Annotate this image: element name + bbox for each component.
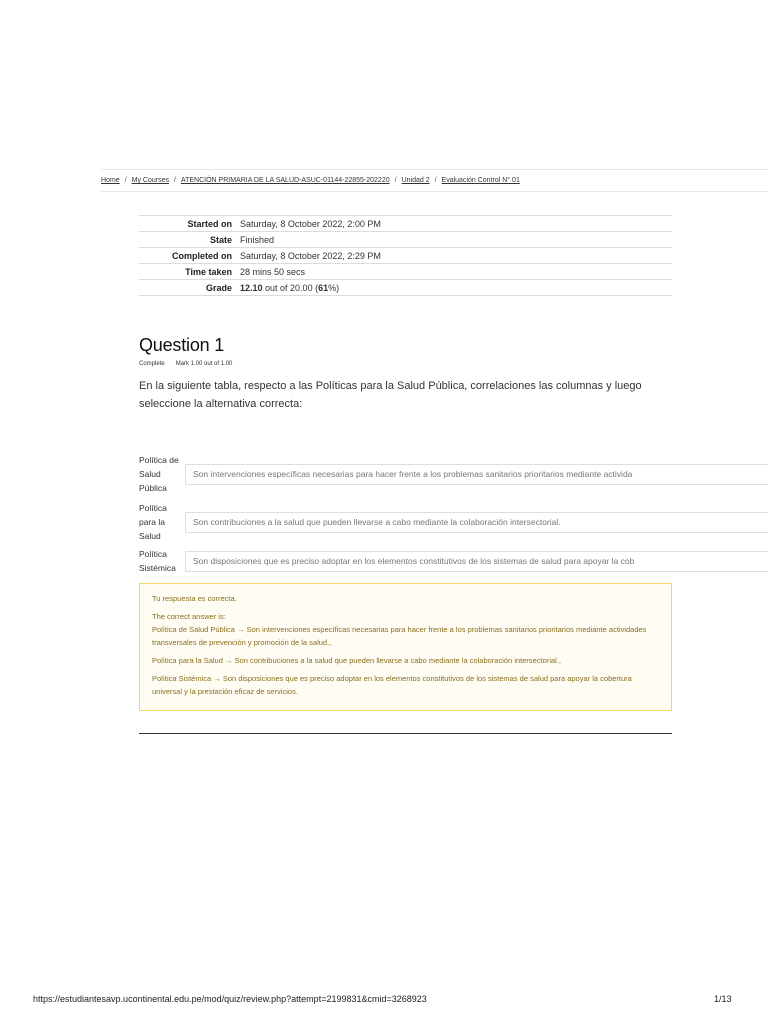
question-status: Complete [139,361,165,367]
summary-value: Finished [236,232,672,248]
match-label: Política Sistémica [139,549,176,573]
summary-label: Time taken [139,264,236,280]
feedback-result: Tu respuesta es correcta. [152,594,237,603]
match-row [139,501,768,543]
summary-row [139,232,672,248]
question-info [139,361,232,367]
breadcrumb-unit-link[interactable]: Unidad 2 [401,177,430,184]
match-select[interactable]: Son contribuciones a la salud que pueden llevarse a cabo mediante la colaboración intersectorial. [185,512,768,533]
match-label: Política para la Salud [139,503,167,541]
grade-suffix: %) [328,282,340,293]
summary-row [139,264,672,280]
grade-label: Grade [139,280,236,296]
grade-score: 12.10 [240,282,263,293]
match-row [139,547,768,575]
breadcrumb-quiz-link[interactable]: Evaluación Control N° 01 [441,177,520,184]
feedback-box [139,583,672,711]
feedback-answer: Política Sistémica → Son disposiciones que es preciso adoptar en los elementos constitutivos de los sistemas de salud para apoyar la cobertura universal y la prestación eficaz de servicios. [152,674,632,696]
print-footer-page-number: 1/13 [714,994,732,1004]
breadcrumb-course-link[interactable]: ATENCIÓN PRIMARIA DE LA SALUD-ASUC-01144-22855-202220 [180,177,390,184]
breadcrumb-separator: / [173,177,176,184]
grade-out-of: out of 20.00 ( [262,282,319,293]
question-text: En la siguiente tabla, respecto a las Políticas para la Salud Pública, correlaciones las columnas y luego seleccione la alternativa correcta: [139,380,642,410]
breadcrumb-separator: / [434,177,437,184]
summary-label: Completed on [139,248,236,264]
print-footer-url: https://estudiantesavp.ucontinental.edu.pe/mod/quiz/review.php?attempt=2199831&cmid=3268923 [33,994,427,1004]
feedback-answer: Política para la Salud → Son contribuciones a la salud que pueden llevarse a cabo mediante la colaboración intersectorial., [152,656,561,665]
match-row [139,453,768,495]
summary-value: 28 mins 50 secs [236,264,672,280]
grade-value [236,280,672,296]
question-mark: Mark 1.00 out of 1.00 [175,361,233,367]
feedback-correct-intro: The correct answer is: [152,612,226,621]
match-label: Política de Salud Pública [139,455,179,493]
summary-row [139,216,672,232]
summary-value: Saturday, 8 October 2022, 2:00 PM [236,216,672,232]
breadcrumb-separator: / [124,177,127,184]
breadcrumb-home-link[interactable]: Home [101,177,120,184]
summary-row-grade [139,280,672,296]
breadcrumb [101,169,768,192]
breadcrumb-separator: / [394,177,397,184]
match-select[interactable]: Son disposiciones que es preciso adoptar en los elementos constitutivos de los sistemas de salud para apoyar la cob [185,551,768,572]
summary-label: Started on [139,216,236,232]
section-divider [139,733,672,734]
feedback-answer: Política de Salud Pública → Son intervenciones específicas necesarias para hacer frente a los problemas sanitarios prioritarios mediante actividades transversales de prevención y promoción de la salud., [152,625,647,647]
question-title: Question 1 [139,335,225,355]
attempt-summary-table [139,215,672,296]
summary-row [139,248,672,264]
match-select[interactable]: Son intervenciones específicas necesarias para hacer frente a los problemas sanitarios prioritarios mediante activida [185,464,768,485]
breadcrumb-my-courses-link[interactable]: My Courses [131,177,169,184]
grade-percent: 61 [318,282,329,293]
summary-value: Saturday, 8 October 2022, 2:29 PM [236,248,672,264]
summary-label: State [139,232,236,248]
